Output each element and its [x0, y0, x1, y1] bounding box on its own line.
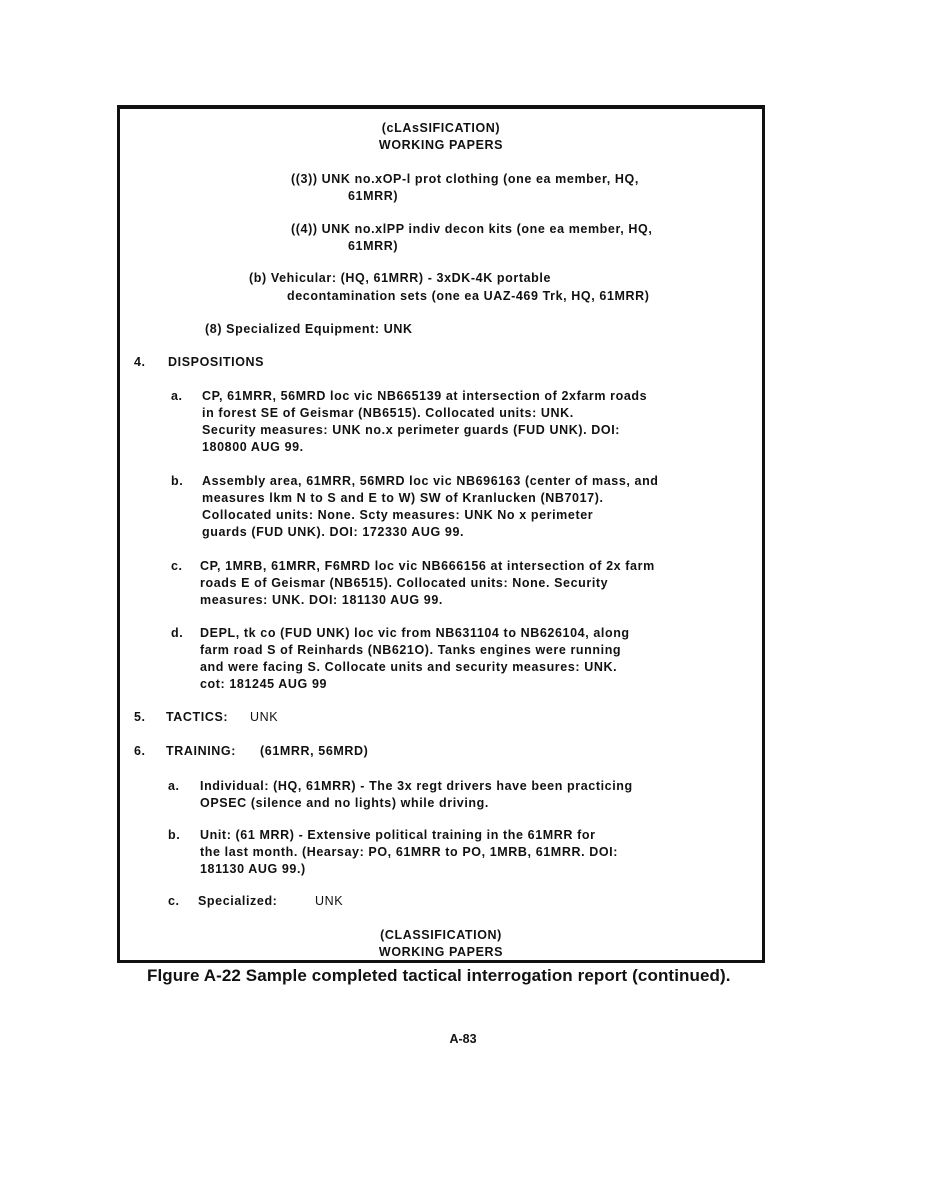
training-b-line: 181130 AUG 99.)	[200, 862, 306, 876]
training-c-label: c.	[168, 894, 180, 908]
training-value: (61MRR, 56MRD)	[260, 744, 369, 758]
training-a-label: a.	[168, 779, 180, 793]
tactics-value: UNK	[250, 710, 279, 724]
disp-b-line: measures lkm N to S and E to W) SW of Kranlucken (NB7017).	[202, 491, 604, 505]
disp-b-line: Collocated units: None. Scty measures: UNK No x perimeter	[202, 508, 594, 522]
item-prot-clothing-cont: 61MRR)	[348, 189, 399, 203]
disp-d-line: cot: 181245 AUG 99	[200, 677, 328, 691]
item-decon-kits: ((4)) UNK no.xlPP indiv decon kits (one ea member, HQ,	[291, 222, 653, 236]
header-working-papers: WORKING PAPERS	[378, 138, 504, 152]
training-b-line: the last month. (Hearsay: PO, 61MRR to PO, 1MRB, 61MRR. DOI:	[200, 845, 619, 859]
disp-a-line: Security measures: UNK no.x perimeter guards (FUD UNK). DOI:	[202, 423, 621, 437]
disp-c-line: CP, 1MRB, 61MRR, F6MRD loc vic NB666156 at intersection of 2x farm	[200, 559, 655, 573]
training-a-line: Individual: (HQ, 61MRR) - The 3x regt drivers have been practicing	[200, 779, 633, 793]
section-title-tactics: TACTICS:	[166, 710, 229, 724]
training-c-value: UNK	[315, 894, 344, 908]
item-decon-kits-cont: 61MRR)	[348, 239, 399, 253]
disp-c-line: roads E of Geismar (NB6515). Collocated units: None. Security	[200, 576, 609, 590]
training-a-line: OPSEC (silence and no lights) while driving.	[200, 796, 489, 810]
disp-c-label: c.	[171, 559, 183, 573]
section-title-training: TRAINING:	[166, 744, 236, 758]
section-num-training: 6.	[134, 744, 146, 758]
disp-d-line: farm road S of Reinhards (NB621O). Tanks engines were running	[200, 643, 622, 657]
section-num-tactics: 5.	[134, 710, 146, 724]
item-prot-clothing	[291, 171, 731, 188]
disp-a-line: in forest SE of Geismar (NB6515). Collocated units: UNK.	[202, 406, 574, 420]
training-c-title: Specialized:	[198, 894, 278, 908]
disp-d-line: DEPL, tk co (FUD UNK) loc vic from NB631104 to NB626104, along	[200, 626, 630, 640]
header-classification: (cLAsSIFICATION)	[381, 121, 501, 135]
disp-a-label: a.	[171, 389, 183, 403]
footer-working-papers: WORKING PAPERS	[378, 945, 504, 959]
training-b-line: Unit: (61 MRR) - Extensive political training in the 61MRR for	[200, 828, 596, 842]
section-num-dispositions: 4.	[134, 355, 146, 369]
disp-b-line: guards (FUD UNK). DOI: 172330 AUG 99.	[202, 525, 465, 539]
disp-c-line: measures: UNK. DOI: 181130 AUG 99.	[200, 593, 443, 607]
training-b-label: b.	[168, 828, 181, 842]
disp-a-line: CP, 61MRR, 56MRD loc vic NB665139 at intersection of 2xfarm roads	[202, 389, 648, 403]
footer-classification: (CLASSIFICATION)	[380, 928, 502, 942]
item-specialized-equipment: (8) Specialized Equipment: UNK	[205, 322, 413, 336]
page-number: A-83	[449, 1032, 477, 1046]
item-vehicular-cont: decontamination sets (one ea UAZ-469 Trk, HQ, 61MRR)	[287, 289, 650, 303]
disp-b-line: Assembly area, 61MRR, 56MRD loc vic NB696163 (center of mass, and	[202, 474, 659, 488]
section-title-dispositions: DISPOSITIONS	[168, 355, 265, 369]
item-vehicular: (b) Vehicular: (HQ, 61MRR) - 3xDK-4K portable	[249, 271, 552, 285]
disp-b-label: b.	[171, 474, 184, 488]
disp-d-label: d.	[171, 626, 184, 640]
disp-a-line: 180800 AUG 99.	[202, 440, 304, 454]
item-prot-clothing-text: ((3)) UNK no.xOP-l prot clothing (one ea member, HQ,	[291, 172, 639, 186]
figure-caption: Flgure A-22 Sample completed tactical interrogation report (continued).	[147, 966, 731, 985]
disp-d-line: and were facing S. Collocate units and security measures: UNK.	[200, 660, 618, 674]
